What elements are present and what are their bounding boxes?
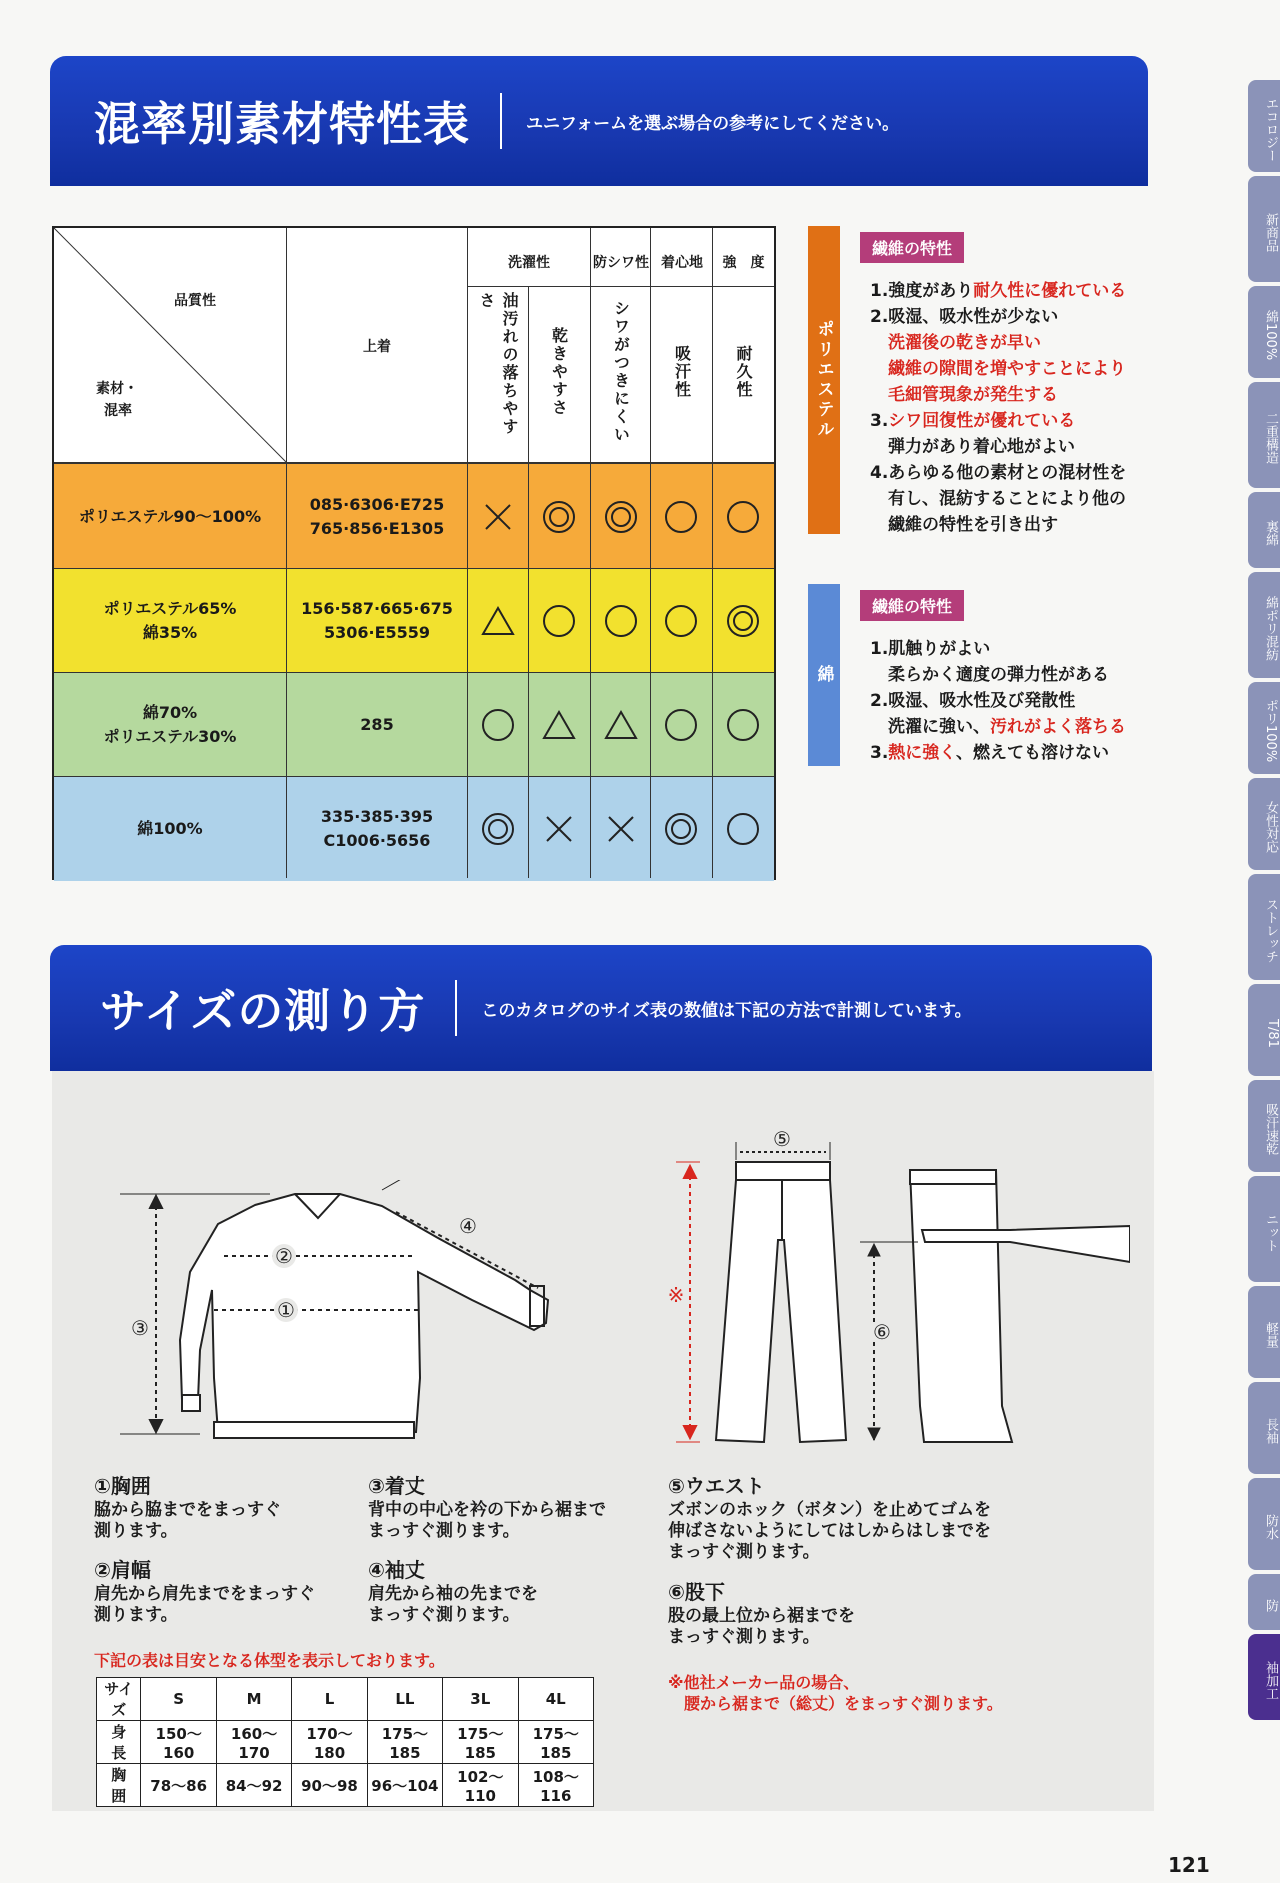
product-code: 335·385·395 (320, 807, 434, 827)
group-comfort: 着心地 (661, 255, 703, 271)
product-code: 765·856·E1305 (309, 518, 445, 538)
col-divider (590, 228, 591, 878)
feature-line (870, 740, 1126, 766)
feature-line (870, 512, 1126, 538)
size-cell: 84〜92 (216, 1764, 291, 1807)
other-maker-note: ※他社メーカー品の場合、 腰から裾まで（総丈）をまっすぐ測ります。 (668, 1673, 1003, 1713)
rating-mark (713, 568, 773, 673)
feature-line (870, 688, 1126, 714)
rating-mark (468, 776, 528, 881)
product-code: 156·587·665·675 (301, 599, 453, 619)
group-strength: 強 度 (722, 255, 765, 271)
material-table-banner (50, 56, 1148, 186)
feature-line (870, 408, 1126, 434)
col-divider (528, 286, 529, 878)
rating-mark (591, 568, 651, 673)
label-waist: ⑤ (773, 1127, 791, 1151)
material-name: 綿35% (142, 622, 198, 642)
col-oil-stain: 油汚れの落ちやすさ (477, 292, 519, 436)
measure-length: ③着丈 背中の中心を衿の下から裾まで まっすぐ測ります。 (368, 1474, 606, 1541)
side-tab[interactable]: 綿100% (1248, 286, 1280, 378)
col-drying: 乾きやすさ (549, 327, 569, 417)
feature-line (870, 486, 1126, 512)
feature-line (870, 356, 1126, 382)
polyester-tag: 繊維の特性 (860, 232, 964, 263)
header-quality: 品質性 (174, 293, 216, 309)
size-cell: 102〜110 (443, 1764, 518, 1807)
col-divider (286, 228, 287, 878)
section-subtitle: このカタログのサイズ表の数値は下記の方法で計測しています。 (481, 1000, 972, 1021)
feature-text: 洗濯に強い、 (888, 717, 990, 737)
polyester-bar: ポリエステル (808, 226, 840, 534)
feature-line (870, 330, 1126, 356)
measure-inseam: ⑥股下 股の最上位から裾までを まっすぐ測ります。 (668, 1580, 855, 1647)
feature-text: 、燃えても溶けない (955, 743, 1109, 763)
feature-line (870, 434, 1126, 460)
col-divider (650, 228, 651, 878)
material-row (54, 464, 774, 569)
feature-text: 繊維の隙間を増やすことにより (888, 359, 1126, 379)
feature-line (870, 662, 1126, 688)
material-cell (54, 776, 286, 881)
feature-line (870, 278, 1126, 304)
col-wrinkle: シワがつきにくい (611, 300, 631, 444)
feature-text: 弾力があり着心地がよい (888, 437, 1075, 457)
size-cell: 78〜86 (141, 1764, 216, 1807)
material-name: 綿100% (137, 818, 203, 838)
measure-chest: ①胸囲 脇から脇までをまっすぐ 測ります。 (94, 1474, 281, 1541)
rating-mark (651, 776, 711, 881)
material-row (54, 776, 774, 881)
feature-text: 繊維の特性を引き出す (888, 515, 1058, 535)
size-header-cell: 3L (443, 1678, 518, 1721)
size-cell: 170〜180 (292, 1721, 367, 1764)
product-codes (287, 672, 467, 777)
feature-text: 3. (870, 743, 889, 763)
col-divider (712, 228, 713, 878)
table-header (54, 228, 774, 462)
feature-text: 熱に強く (888, 743, 956, 763)
rating-mark (529, 464, 589, 569)
rating-mark (713, 776, 773, 881)
feature-text: 1.肌触りがよい (870, 639, 991, 659)
size-header-cell: サイズ (97, 1678, 141, 1721)
product-codes (287, 464, 467, 569)
size-cell: 96〜104 (367, 1764, 442, 1807)
size-cell: 150〜160 (141, 1721, 216, 1764)
size-cell: 胸 囲 (97, 1764, 141, 1807)
measure-waist: ⑤ウエスト ズボンのホック（ボタン）を止めてゴムを 伸ばさないようにしてはしからはしまでを まっすぐ測ります。 (668, 1474, 991, 1562)
label-total: ※ (667, 1283, 685, 1307)
material-name: ポリエステル90〜100% (78, 506, 262, 526)
material-row (54, 672, 774, 777)
product-code: 285 (360, 714, 394, 734)
rating-mark (529, 776, 589, 881)
side-tab[interactable]: 防 (1248, 1574, 1280, 1630)
row-divider (54, 776, 774, 777)
page-number: 121 (1168, 1853, 1210, 1877)
side-tab[interactable]: 長袖 (1248, 1382, 1280, 1474)
product-codes (287, 776, 467, 881)
rating-mark (591, 672, 651, 777)
label-inseam: ⑥ (873, 1320, 891, 1344)
feature-text: 柔らかく適度の弾力性がある (888, 665, 1109, 685)
measure-shoulder: ②肩幅 肩先から肩先までをまっすぐ 測ります。 (94, 1558, 315, 1625)
material-cell (54, 672, 286, 777)
section-title: サイズの測り方 (100, 984, 426, 1038)
feature-text: 毛細管現象が発生する (888, 385, 1058, 405)
label-shoulder: ② (275, 1244, 293, 1268)
side-tab[interactable]: 二重構造 (1248, 382, 1280, 488)
side-tab[interactable]: 新商品 (1248, 176, 1280, 282)
side-tab[interactable]: ストレッチ (1248, 874, 1280, 980)
rating-mark (651, 568, 711, 673)
product-code: 5306·E5559 (323, 622, 431, 642)
measure-sleeve: ④袖丈 肩先から袖の先までを まっすぐ測ります。 (368, 1558, 538, 1625)
side-tab[interactable]: ポリ100% (1248, 682, 1280, 774)
polyester-features (870, 278, 1126, 538)
product-codes (287, 568, 467, 673)
feature-text: 3. (870, 411, 889, 431)
size-header-row (97, 1678, 594, 1721)
size-header-cell: L (292, 1678, 367, 1721)
feature-text: 耐久性に優れている (973, 281, 1127, 301)
size-cell: 90〜98 (292, 1764, 367, 1807)
size-row (97, 1721, 594, 1764)
rating-mark (651, 672, 711, 777)
size-row (97, 1764, 594, 1807)
side-tab[interactable]: 防水 (1248, 1478, 1280, 1570)
product-code: C1006·5656 (323, 830, 431, 850)
side-tab[interactable]: ニット (1248, 1176, 1280, 1282)
material-cell (54, 464, 286, 569)
size-cell: 身 長 (97, 1721, 141, 1764)
size-header-cell: LL (367, 1678, 442, 1721)
header-rule (468, 286, 774, 287)
material-property-table (52, 226, 776, 880)
feature-line (870, 382, 1126, 408)
material-cell (54, 568, 286, 673)
side-tab[interactable]: 裏綿 (1248, 492, 1280, 568)
feature-text: 有し、混紡することにより他の (888, 489, 1126, 509)
side-tab[interactable]: T/81 (1248, 984, 1280, 1076)
size-cell: 175〜185 (367, 1721, 442, 1764)
label-length: ③ (131, 1316, 149, 1340)
section-subtitle: ユニフォームを選ぶ場合の参考にしてください。 (526, 113, 900, 134)
rating-mark (529, 568, 589, 673)
col-absorb: 吸汗性 (672, 345, 692, 399)
col-divider (467, 228, 468, 878)
group-wrinkle: 防シワ性 (593, 255, 649, 271)
feature-text: 洗濯後の乾きが早い (888, 333, 1041, 353)
pants-diagram (660, 1122, 1130, 1462)
section-title: 混率別素材特性表 (94, 97, 470, 151)
material-name: ポリエステル30% (103, 726, 237, 746)
side-tab[interactable]: 軽量 (1248, 1286, 1280, 1378)
size-cell: 108〜116 (518, 1764, 594, 1807)
size-cell: 175〜185 (443, 1721, 518, 1764)
size-table-note: 下記の表は目安となる体型を表示しております。 (94, 1651, 445, 1670)
rating-mark (529, 672, 589, 777)
header-material: 素材・ (96, 381, 138, 397)
side-tab[interactable]: 袖加工 (1248, 1634, 1280, 1720)
rating-mark (468, 464, 528, 569)
feature-text: 4.あらゆる他の素材との混材性を (870, 463, 1127, 483)
feature-text: 2.吸湿、吸水性及び発散性 (870, 691, 1076, 711)
feature-text: 2.吸湿、吸水性が少ない (870, 307, 1059, 327)
feature-line (870, 714, 1126, 740)
rating-mark (651, 464, 711, 569)
side-tab[interactable]: 吸汗速乾 (1248, 1080, 1280, 1172)
feature-text: シワ回復性が優れている (888, 411, 1076, 431)
jacket-diagram (120, 1180, 580, 1450)
feature-line (870, 636, 1126, 662)
rating-mark (713, 464, 773, 569)
rating-mark (591, 776, 651, 881)
rating-mark (591, 464, 651, 569)
banner-divider (500, 93, 502, 149)
rating-mark (468, 672, 528, 777)
col-durable: 耐久性 (734, 345, 753, 399)
product-code: 085·6306·E725 (309, 495, 445, 515)
label-chest: ① (277, 1298, 295, 1322)
material-row (54, 568, 774, 673)
header-top: 上着 (363, 339, 391, 355)
header-mix: 混率 (104, 403, 132, 419)
size-cell: 160〜170 (216, 1721, 291, 1764)
size-guide-banner (50, 945, 1152, 1071)
side-tab[interactable]: 女性対応 (1248, 778, 1280, 870)
size-header-cell: M (216, 1678, 291, 1721)
feature-text: 汚れがよく落ちる (990, 717, 1126, 737)
rating-mark (713, 672, 773, 777)
size-header-cell: 4L (518, 1678, 594, 1721)
label-sleeve: ④ (459, 1214, 477, 1238)
banner-divider (455, 980, 457, 1036)
cotton-tag: 繊維の特性 (860, 590, 964, 621)
size-cell: 175〜185 (518, 1721, 594, 1764)
feature-text: 1.強度があり (870, 281, 974, 301)
diagonal-divider (54, 228, 286, 462)
side-tab[interactable]: 綿ポリ混紡 (1248, 572, 1280, 678)
size-header-cell: S (141, 1678, 216, 1721)
feature-line (870, 304, 1126, 330)
size-table (96, 1677, 594, 1807)
row-divider (54, 568, 774, 569)
cotton-bar: 綿 (808, 584, 840, 766)
material-name: ポリエステル65% (103, 599, 237, 619)
feature-line (870, 460, 1126, 486)
side-tab[interactable]: エコロジー (1248, 80, 1280, 172)
group-wash: 洗濯性 (508, 255, 550, 271)
cotton-features (870, 636, 1126, 766)
rating-mark (468, 568, 528, 673)
row-divider (54, 672, 774, 673)
material-name: 綿70% (142, 703, 198, 723)
